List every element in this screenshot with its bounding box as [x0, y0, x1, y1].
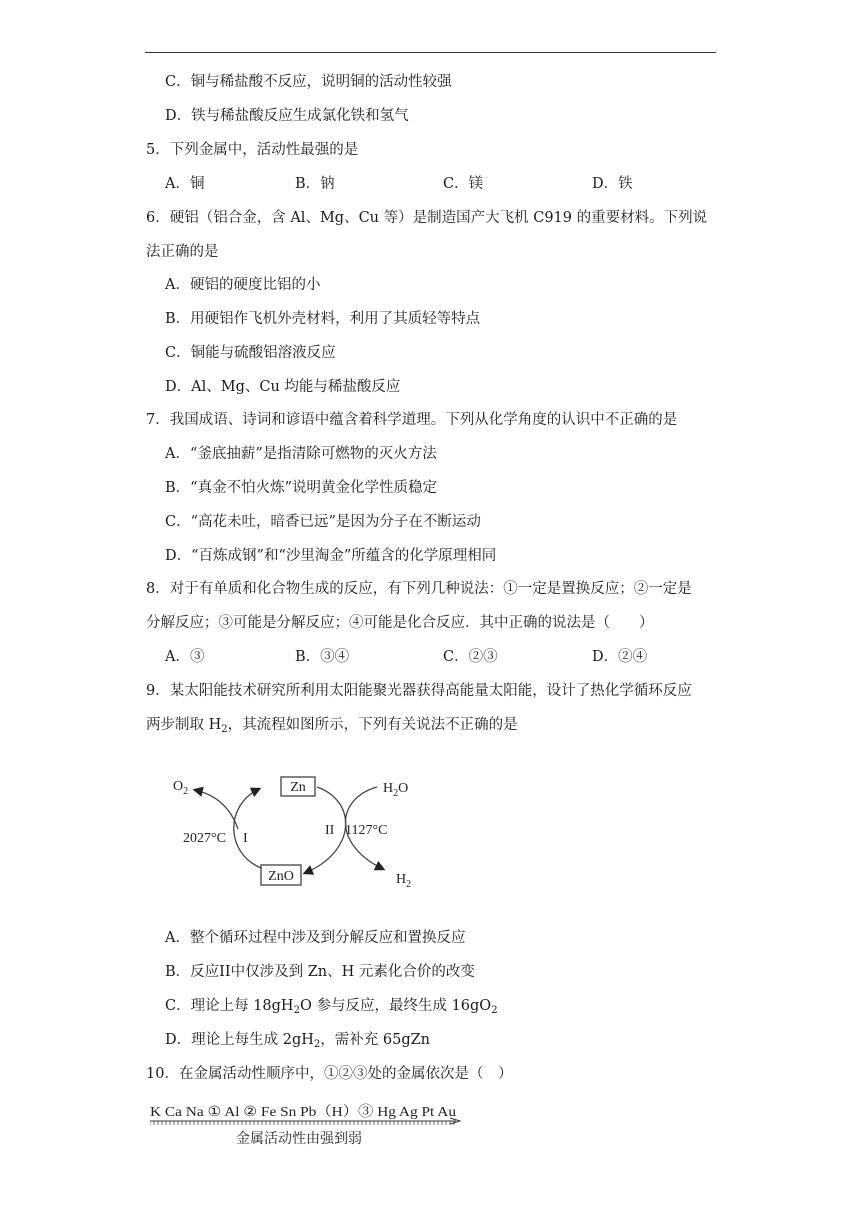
- activity-series-caption: 金属活动性由强到弱: [236, 1131, 362, 1147]
- q6-option-b[interactable]: B．用硬铝作飞机外壳材料，利用了其质轻等特点: [165, 311, 481, 327]
- q9-stem-line2: 两步制取 $H_2$，其流程如图所示，下列有关说法不正确的是: [146, 717, 518, 735]
- q9-option-a[interactable]: A．整个循环过程中涉及到分解反应和置换反应: [165, 930, 466, 946]
- q5-option-a[interactable]: A．铜: [165, 176, 205, 192]
- q9-option-c[interactable]: C．理论上每 $18gH_2O$ 参与反应，最终生成 $16gO_2$: [165, 998, 498, 1016]
- q5-option-d[interactable]: D．铁: [592, 176, 633, 192]
- o2-branch-arrow: [195, 790, 238, 829]
- zno-label: ZnO: [268, 869, 294, 884]
- h2o-label: $H_2O$: [383, 781, 409, 799]
- activity-series-text: K Ca Na ① Al ② Fe Sn Pb（H）③ Hg Ag Pt Au: [150, 1105, 430, 1120]
- q8-option-d[interactable]: D．②④: [592, 649, 648, 665]
- q6-option-a[interactable]: A．硬铝的硬度比铝的小: [165, 277, 321, 293]
- q9-option-d[interactable]: D．理论上每生成 $2gH_2$，需补充 65gZn: [165, 1032, 431, 1050]
- q10-stem: 10．在金属活动性顺序中，①②③处的金属依次是（ ）: [146, 1066, 513, 1082]
- q6-stem-line1: 6．硬铝（铝合金，含 Al、Mg、Cu 等）是制造国产大飞机 C919 的重要材料。下列说: [146, 210, 708, 226]
- q8-option-c[interactable]: C．②③: [443, 649, 498, 665]
- q6-option-c[interactable]: C．铜能与硫酸铝溶液反应: [165, 345, 336, 361]
- q5-stem: 5．下列金属中，活动性最强的是: [146, 142, 359, 158]
- q8-stem-line1: 8．对于有单质和化合物生成的反应，有下列几种说法：①一定是置换反应；②一定是: [146, 581, 692, 597]
- q6-stem-line2: 法正确的是: [146, 244, 219, 260]
- activity-series-figure: [150, 1101, 470, 1153]
- q7-stem: 7．我国成语、诗词和谚语中蕴含着科学道理。下列从化学角度的认识中不正确的是: [146, 412, 678, 428]
- temperature-1127-label: 1127°C: [345, 823, 388, 838]
- o2-label: $O_2$: [173, 779, 189, 797]
- q7-option-a[interactable]: A．“釜底抽薪”是指清除可燃物的灭火方法: [165, 446, 437, 462]
- header-rule: [145, 52, 716, 53]
- q4-option-c[interactable]: C．铜与稀盐酸不反应，说明铜的活动性较强: [165, 74, 452, 90]
- thermochemical-cycle-diagram: [165, 765, 430, 895]
- zn-label: Zn: [290, 780, 306, 795]
- temperature-2027-label: 2027°C: [183, 831, 226, 846]
- reaction-i-label: I: [243, 831, 248, 846]
- q6-option-d[interactable]: D．Al、Mg、Cu 均能与稀盐酸反应: [165, 379, 401, 395]
- q8-option-a[interactable]: A．③: [165, 649, 205, 665]
- q7-option-d[interactable]: D．“百炼成钢”和“沙里淘金”所蕴含的化学原理相同: [165, 548, 497, 564]
- h2-label: $H_2$: [396, 872, 412, 890]
- q7-option-c[interactable]: C．“高花未吐，暗香已远”是因为分子在不断运动: [165, 514, 481, 530]
- q7-option-b[interactable]: B．“真金不怕火炼”说明黄金化学性质稳定: [165, 480, 437, 496]
- q8-option-b[interactable]: B．③④: [295, 649, 350, 665]
- q9-option-b[interactable]: B．反应II中仅涉及到 Zn、H 元素化合价的改变: [165, 964, 475, 980]
- q8-stem-line2: 分解反应；③可能是分解反应；④可能是化合反应．其中正确的说法是（ ）: [146, 615, 654, 631]
- q5-option-c[interactable]: C．镁: [443, 176, 484, 192]
- q4-option-d[interactable]: D．铁与稀盐酸反应生成氯化铁和氢气: [165, 108, 409, 124]
- activity-series-ticks: [150, 1121, 454, 1125]
- q9-stem-line1: 9．某太阳能技术研究所利用太阳能聚光器获得高能量太阳能，设计了热化学循环反应: [146, 683, 692, 699]
- q5-options: [165, 174, 725, 194]
- q8-options: [165, 647, 725, 667]
- reaction-ii-label: II: [325, 823, 335, 838]
- q5-option-b[interactable]: B．钠: [295, 176, 335, 192]
